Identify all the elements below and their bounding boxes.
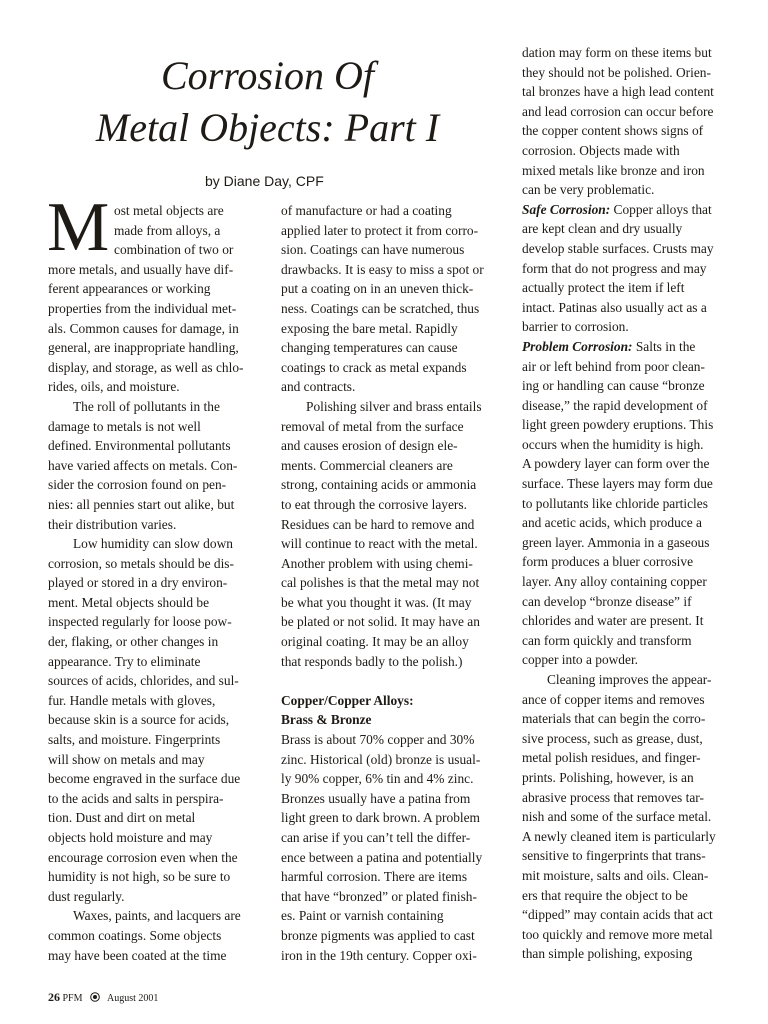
text-line: removal of metal from the surface <box>281 418 464 434</box>
text-line: that have “bronzed” or plated finish- <box>281 888 477 904</box>
text-line: rides, oils, and moisture. <box>48 379 180 395</box>
text-line: air or left behind from poor clean- <box>522 358 705 374</box>
text-line: develop stable surfaces. Crusts may <box>522 240 714 256</box>
text-line: played or stored in a dry environ- <box>48 575 228 591</box>
text-line: have varied affects on metals. Con- <box>48 457 238 473</box>
text-line: to pollutants like chloride particles <box>522 495 708 511</box>
text-line: general, are inappropriate handling, <box>48 340 239 356</box>
text-line: salts, and moisture. Fingerprints <box>48 732 221 748</box>
drop-cap: M <box>47 189 110 266</box>
text-line: Bronzes usually have a patina from <box>281 790 471 806</box>
text-line: encourage corrosion even when the <box>48 849 238 865</box>
text-line: tal bronzes have a high lead content <box>522 84 714 100</box>
text-line: can be very problematic. <box>522 182 655 198</box>
text-line: can develop “bronze disease” if <box>522 593 692 609</box>
text-line: mixed metals like bronze and iron <box>522 162 705 178</box>
text-line: ness. Coatings can be scratched, thus <box>281 300 480 316</box>
text-line: too quickly and remove more metal <box>522 926 713 942</box>
text-line: objects hold moisture and may <box>48 830 213 845</box>
text-line: ost metal objects are <box>114 203 224 218</box>
magazine-name: PFM <box>62 993 83 1004</box>
text-line: can form quickly and transform <box>522 632 692 648</box>
text-line: their distribution varies. <box>48 516 177 532</box>
text-line: to the acids and salts in perspira- <box>48 790 224 806</box>
column-2 <box>281 201 489 965</box>
text-line: dation may form on these items but <box>522 45 712 60</box>
text-line: Brass is about 70% copper and 30% <box>281 732 475 748</box>
text-line: dust regularly. <box>48 888 125 904</box>
text-line: metal polish residues, and finger- <box>522 750 701 766</box>
text-line: are kept clean and dry usually <box>522 221 683 237</box>
text-line: disease,” the rapid development of <box>522 397 708 413</box>
text-line: ment. Metal objects should be <box>48 594 210 610</box>
text-line: A powdery layer can form over the <box>522 456 710 472</box>
text-line: and causes erosion of design ele- <box>281 438 458 454</box>
text-line: materials that can begin the corro- <box>522 711 706 727</box>
text-line: drawbacks. It is easy to miss a spot or <box>281 261 484 277</box>
title-line-2: Metal Objects: Part I <box>95 105 440 150</box>
text-line: form produces a bluer corrosive <box>522 554 694 570</box>
text-line: ers that require the object to be <box>522 887 688 903</box>
text-run: Salts in the <box>632 338 696 354</box>
text-line: light green to dark brown. A problem <box>281 810 480 826</box>
section-heading: Copper/Copper Alloys: <box>281 692 414 708</box>
column-3 <box>522 43 722 964</box>
text-line: bronze pigments was applied to cast <box>281 927 475 943</box>
text-line: inspected regularly for loose pow- <box>48 614 232 630</box>
text-line: abrasive process that removes tar- <box>522 789 704 805</box>
article-title <box>45 50 490 154</box>
text-line: “dipped” may contain acids that act <box>522 907 713 923</box>
problem-corrosion-label: Problem Corrosion: <box>522 338 633 354</box>
issue-date: August 2001 <box>106 993 159 1004</box>
text-line: intact. Patinas also usually act as a <box>522 299 707 315</box>
text-line: surface. These layers may form due <box>522 476 713 492</box>
text-line: may have been coated at the time <box>48 947 227 963</box>
text-line: fur. Handle metals with gloves, <box>48 692 216 708</box>
text-line: sider the corrosion found on pen- <box>48 477 227 493</box>
text-line: they should not be polished. Orien- <box>522 64 711 80</box>
text-line: damage to metals is not well <box>48 418 201 434</box>
text-line: light green powdery eruptions. This <box>522 417 714 433</box>
text-line: ance of copper items and removes <box>522 691 705 707</box>
text-line: exposing the bare metal. Rapidly <box>281 320 458 336</box>
page-footer <box>48 990 158 1006</box>
text-line: iron in the 19th century. Copper oxi- <box>281 947 477 963</box>
byline: by Diane Day, CPF <box>205 173 324 189</box>
text-line: chlorides and water are present. It <box>522 613 704 629</box>
text-line: of manufacture or had a coating <box>281 203 452 218</box>
text-line: sion. Coatings can have numerous <box>281 242 465 258</box>
text-line: common coatings. Some objects <box>48 927 222 943</box>
text-line: mit moisture, salts and oils. Clean- <box>522 867 709 883</box>
text-line: and contracts. <box>281 379 356 395</box>
text-line: Waxes, paints, and lacquers are <box>73 908 241 924</box>
text-line: es. Paint or varnish containing <box>281 908 444 924</box>
safe-corrosion-label: Safe Corrosion: <box>522 201 611 217</box>
text-run: Copper alloys that <box>610 201 712 217</box>
text-line: will show on metals and may <box>48 751 205 767</box>
text-line: layer. Any alloy containing copper <box>522 574 707 590</box>
problem-corrosion-lead <box>522 337 722 357</box>
text-line: properties from the individual met- <box>48 300 237 316</box>
text-line: original coating. It may be an alloy <box>281 634 469 650</box>
text-line: der, flaking, or other changes in <box>48 634 219 650</box>
text-line: Low humidity can slow down <box>73 536 233 552</box>
text-line: Polishing silver and brass entails <box>306 398 482 414</box>
text-line: than simple polishing, exposing <box>522 946 693 962</box>
text-line: applied later to protect it from corro- <box>281 222 479 238</box>
text-line: strong, containing acids or ammonia <box>281 477 477 493</box>
text-line: barrier to corrosion. <box>522 319 629 335</box>
safe-corrosion-lead <box>522 200 722 220</box>
text-line: and lead corrosion can occur before <box>522 103 714 119</box>
text-line: ence between a patina and potentially <box>281 849 483 865</box>
text-line: become engraved in the surface due <box>48 771 241 787</box>
text-line: be plated or not solid. It may have an <box>281 614 480 630</box>
paragraph-gap <box>281 671 489 691</box>
text-line: sive process, such as grease, dust, <box>522 730 703 746</box>
text-line: Cleaning improves the appear- <box>547 672 712 687</box>
text-line: sensitive to fingerprints that trans- <box>522 848 706 864</box>
text-line: appearance. Try to eliminate <box>48 653 201 669</box>
text-line: display, and storage, as well as chlo- <box>48 359 244 375</box>
text-line: occurs when the humidity is high. <box>522 436 704 452</box>
text-line: combination of two or <box>114 242 234 258</box>
text-line: ly 90% copper, 6% tin and 4% zinc. <box>281 771 474 787</box>
magazine-logo-icon <box>90 992 100 1002</box>
page-number: 26 <box>48 990 60 1004</box>
text-line: A newly cleaned item is particularly <box>522 828 716 844</box>
text-line: be what you thought it was. (It may <box>281 594 472 610</box>
column-1 <box>48 201 245 965</box>
section-heading: Brass & Bronze <box>281 712 372 728</box>
text-line: ments. Commercial cleaners are <box>281 457 453 473</box>
text-line: that responds badly to the polish.) <box>281 653 463 669</box>
text-line: nish and some of the surface metal. <box>522 809 712 825</box>
text-line: coatings to crack as metal expands <box>281 359 467 375</box>
title-line-1: Corrosion Of <box>160 53 374 98</box>
text-line: copper into a powder. <box>522 652 639 668</box>
text-line: harmful corrosion. There are items <box>281 869 468 885</box>
text-line: will continue to react with the metal. <box>281 536 478 552</box>
text-line: and acetic acids, which produce a <box>522 515 702 531</box>
text-line: tion. Dust and dirt on metal <box>48 810 196 826</box>
text-line: corrosion. Objects made with <box>522 142 680 158</box>
text-line: ferent appearances or working <box>48 281 211 297</box>
text-line: Another problem with using chemi- <box>281 555 473 571</box>
text-line: The roll of pollutants in the <box>73 398 220 414</box>
text-line: green layer. Ammonia in a gaseous <box>522 534 710 550</box>
text-line: Residues can be hard to remove and <box>281 516 475 532</box>
text-line: ing or handling can cause “bronze <box>522 378 705 394</box>
text-line: nies: all pennies start out alike, but <box>48 496 235 512</box>
text-line: to eat through the corrosive layers. <box>281 496 467 512</box>
text-line: more metals, and usually have dif- <box>48 261 234 277</box>
text-line: sources of acids, chlorides, and sul- <box>48 673 239 689</box>
text-line: the copper content shows signs of <box>522 123 704 139</box>
text-line: prints. Polishing, however, is an <box>522 769 694 785</box>
text-line: changing temperatures can cause <box>281 340 458 356</box>
text-line: corrosion, so metals should be dis- <box>48 555 234 571</box>
text-line: can arise if you can’t tell the differ- <box>281 830 471 845</box>
text-line: humidity is not high, so be sure to <box>48 869 231 885</box>
text-line: put a coating on in an uneven thick- <box>281 281 474 297</box>
text-line: defined. Environmental pollutants <box>48 438 231 454</box>
text-line: because skin is a source for acids, <box>48 712 230 728</box>
text-line: made from alloys, a <box>114 222 221 238</box>
text-line: cal polishes is that the metal may not <box>281 575 480 591</box>
text-line: als. Common causes for damage, in <box>48 320 239 336</box>
text-line: form that do not progress and may <box>522 260 707 276</box>
text-line: actually protect the item if left <box>522 280 685 296</box>
text-line: zinc. Historical (old) bronze is usual- <box>281 751 481 767</box>
